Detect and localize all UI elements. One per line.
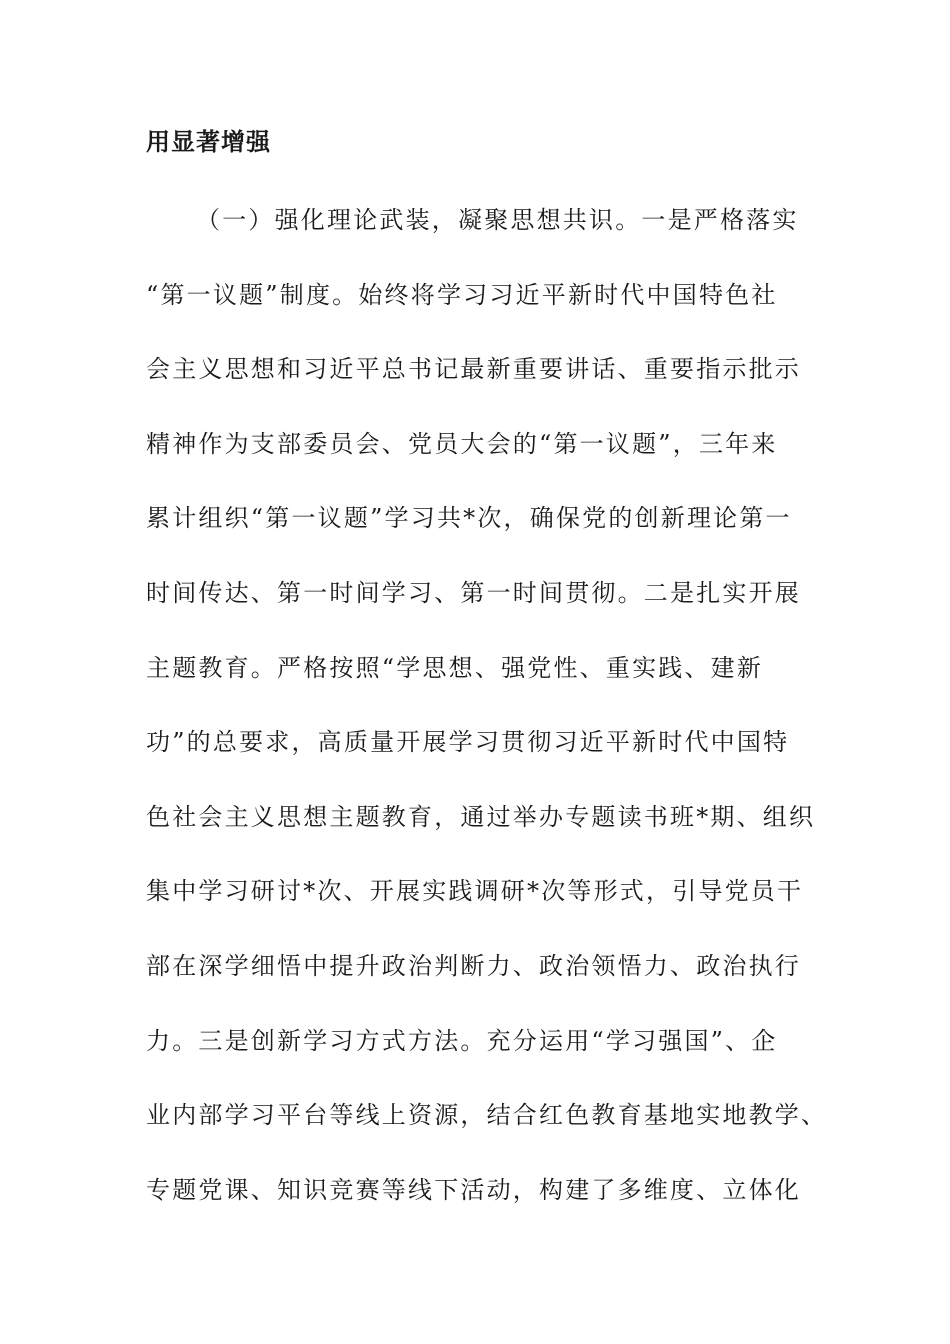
text-line: 集中学习研讨*次、开展实践调研*次等形式，引导党员干 bbox=[146, 877, 804, 906]
text-line: “第一议题”制度。始终将学习习近平新时代中国特色社 bbox=[146, 280, 778, 309]
text-line: 时间传达、第一时间学习、第一时间贯彻。二是扎实开展 bbox=[146, 578, 801, 607]
section-heading: 用显著增强 bbox=[146, 127, 271, 156]
text-line: （一）强化理论武装，凝聚思想共识。一是严格落实 bbox=[196, 206, 799, 234]
text-line: 业内部学习平台等线上资源，结合红色教育基地实地教学、 bbox=[146, 1101, 828, 1130]
text-line: 主题教育。严格按照“学思想、强党性、重实践、建新 bbox=[146, 653, 764, 682]
text-line: 精神作为支部委员会、党员大会的“第一议题”，三年来 bbox=[146, 429, 778, 458]
text-line: 会主义思想和习近平总书记最新重要讲话、重要指示批示 bbox=[146, 355, 801, 384]
body-paragraph bbox=[146, 200, 828, 1244]
text-line: 部在深学细悟中提升政治判断力、政治领悟力、政治执行 bbox=[146, 951, 801, 980]
text-line: 功”的总要求，高质量开展学习贯彻习近平新时代中国特 bbox=[146, 728, 790, 757]
text-line: 力。三是创新学习方式方法。充分运用“学习强国”、企 bbox=[146, 1026, 778, 1055]
text-line: 专题党课、知识竞赛等线下活动，构建了多维度、立体化 bbox=[146, 1175, 801, 1204]
text-line: 色社会主义思想主题教育，通过举办专题读书班*期、组织 bbox=[146, 802, 816, 831]
text-line: 累计组织“第一议题”学习共*次，确保党的创新理论第一 bbox=[146, 504, 792, 533]
